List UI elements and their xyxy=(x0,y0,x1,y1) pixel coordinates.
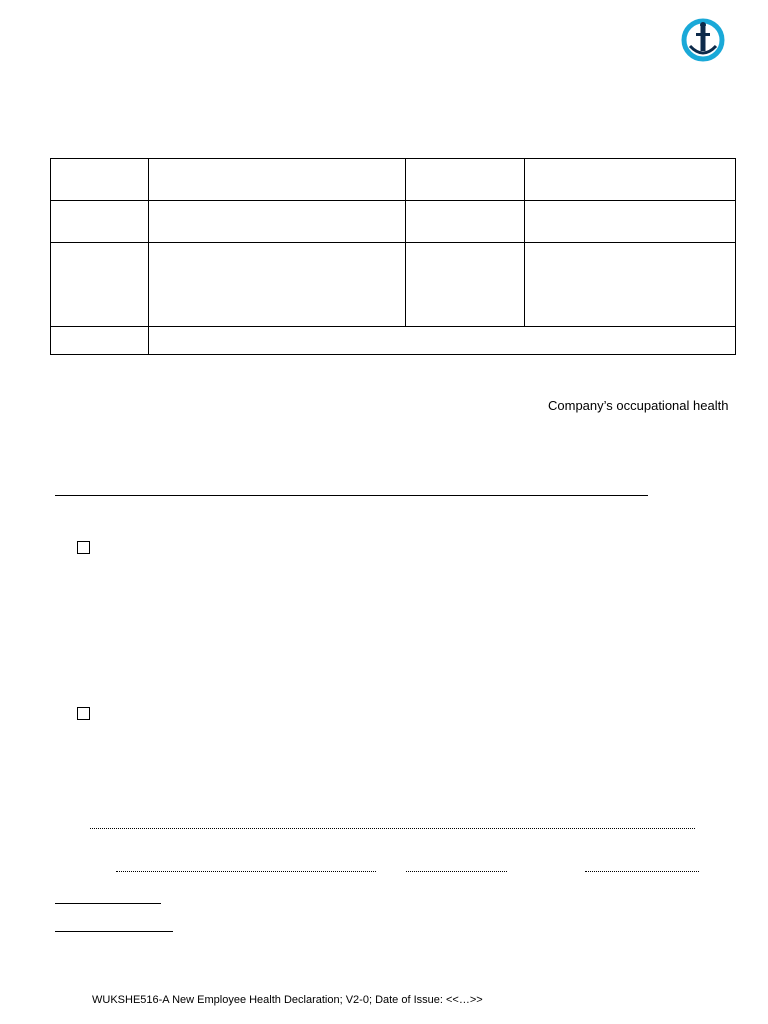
table-cell xyxy=(406,243,525,327)
table-cell[interactable] xyxy=(525,243,736,327)
table-cell[interactable] xyxy=(149,201,406,243)
table-cell xyxy=(51,201,149,243)
employee-details-table xyxy=(50,158,736,355)
table-cell xyxy=(51,159,149,201)
table-cell[interactable] xyxy=(149,327,736,355)
underline-2 xyxy=(55,931,173,932)
underline-1 xyxy=(55,903,161,904)
table-cell xyxy=(51,243,149,327)
table-cell[interactable] xyxy=(525,159,736,201)
table-row xyxy=(51,327,736,355)
table-cell[interactable] xyxy=(525,201,736,243)
table-cell[interactable] xyxy=(149,159,406,201)
table-cell xyxy=(51,327,149,355)
table-row xyxy=(51,159,736,201)
company-logo xyxy=(676,18,730,62)
signature-dotted-line[interactable] xyxy=(90,828,695,829)
declaration-checkbox-2[interactable] xyxy=(77,707,90,720)
table-row xyxy=(51,243,736,327)
name-dotted-line[interactable] xyxy=(116,871,376,872)
occupational-health-text: Company’s occupational health xyxy=(548,398,729,413)
anchor-logo-icon xyxy=(676,18,730,62)
declaration-checkbox-1[interactable] xyxy=(77,541,90,554)
table-row xyxy=(51,201,736,243)
table-cell xyxy=(406,201,525,243)
table-cell[interactable] xyxy=(149,243,406,327)
footer-document-reference: WUKSHE516-A New Employee Health Declaration; V2-0; Date of Issue: <<…>> xyxy=(92,994,483,1006)
table-cell xyxy=(406,159,525,201)
extra-dotted-line[interactable] xyxy=(585,871,699,872)
date-dotted-line[interactable] xyxy=(406,871,507,872)
section-divider-line xyxy=(55,495,648,496)
